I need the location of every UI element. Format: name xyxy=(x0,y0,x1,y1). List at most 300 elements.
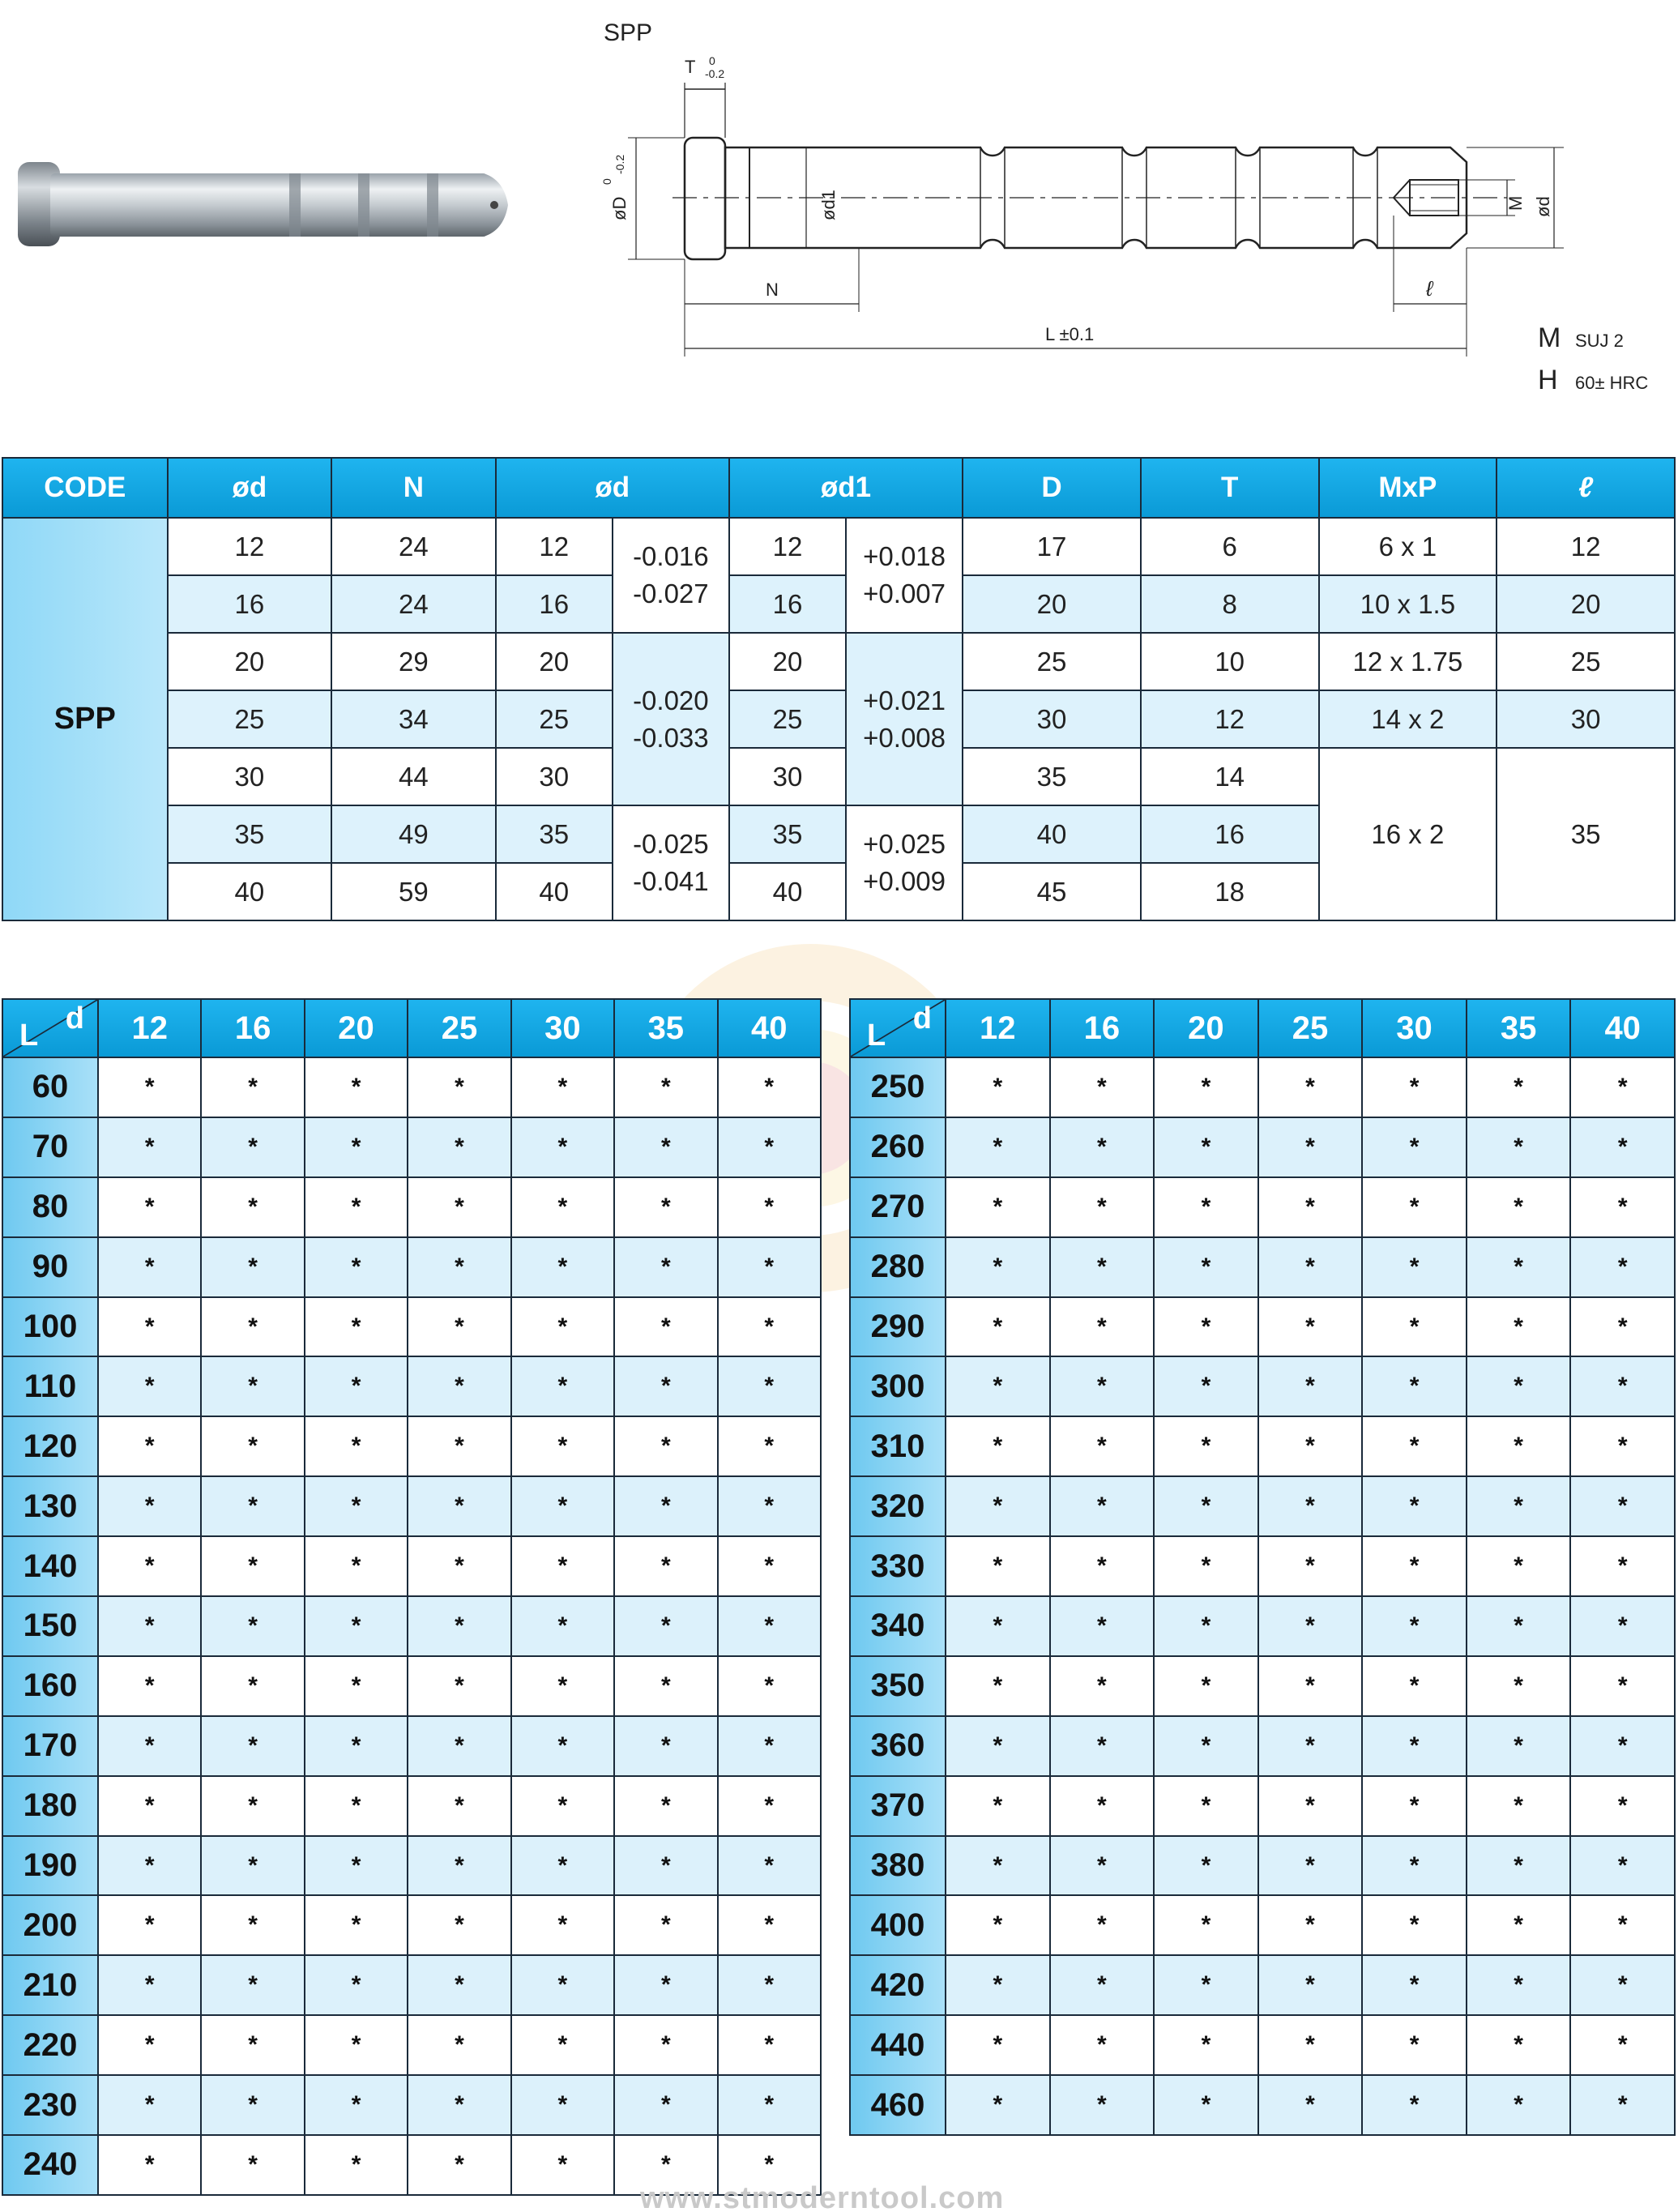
availability-mark: * xyxy=(305,1955,408,2015)
availability-mark: * xyxy=(718,1596,821,1656)
availability-mark: * xyxy=(511,1416,614,1476)
availability-mark: * xyxy=(614,1536,717,1596)
availability-mark: * xyxy=(718,1776,821,1836)
availability-mark: * xyxy=(408,2015,510,2075)
spec-row xyxy=(2,575,1675,633)
header-d-tol: ød xyxy=(496,458,729,518)
availability-mark: * xyxy=(98,1177,201,1237)
availability-mark: * xyxy=(718,1177,821,1237)
availability-mark: * xyxy=(408,1536,510,1596)
availability-mark: * xyxy=(408,1237,510,1297)
availability-mark: * xyxy=(946,2075,1050,2135)
availability-mark: * xyxy=(1258,1776,1363,1836)
availability-mark: * xyxy=(305,1596,408,1656)
length-value: 110 xyxy=(2,1356,98,1416)
length-value: 120 xyxy=(2,1416,98,1476)
availability-mark: * xyxy=(511,1476,614,1536)
length-value: 100 xyxy=(2,1297,98,1357)
d1-tolerance xyxy=(846,518,963,633)
header-d-value: 20 xyxy=(305,999,408,1057)
tol-lower: -0.033 xyxy=(633,722,709,753)
availability-mark: * xyxy=(1467,1656,1571,1716)
availability-mark: * xyxy=(408,2075,510,2135)
availability-mark: * xyxy=(305,1177,408,1237)
cell-T: 8 xyxy=(1141,575,1319,633)
header-d-value: 12 xyxy=(98,999,201,1057)
availability-mark: * xyxy=(1154,2075,1258,2135)
header-d-value: 16 xyxy=(1050,999,1155,1057)
cell-D: 40 xyxy=(963,805,1141,863)
availability-mark: * xyxy=(1050,1416,1155,1476)
length-value: 130 xyxy=(2,1476,98,1536)
cell-d: 16 xyxy=(168,575,332,633)
availability-mark: * xyxy=(511,1297,614,1357)
cell-D: 17 xyxy=(963,518,1141,575)
availability-mark: * xyxy=(1050,1776,1155,1836)
length-value: 250 xyxy=(850,1057,946,1117)
availability-mark: * xyxy=(1154,1836,1258,1896)
availability-mark: * xyxy=(305,1237,408,1297)
availability-mark: * xyxy=(614,1716,717,1776)
availability-mark: * xyxy=(1570,1297,1675,1357)
length-row xyxy=(2,1057,821,1117)
dim-t-tol-lower: -0.2 xyxy=(705,67,725,80)
technical-drawing xyxy=(559,8,1677,397)
header-L: L xyxy=(867,1018,886,1053)
header-d-value: 40 xyxy=(1570,999,1675,1057)
availability-mark: * xyxy=(1154,1237,1258,1297)
availability-mark: * xyxy=(305,2135,408,2195)
tol-upper: -0.025 xyxy=(633,829,709,859)
availability-mark: * xyxy=(1362,1955,1467,2015)
availability-mark: * xyxy=(946,1177,1050,1237)
availability-mark: * xyxy=(614,1895,717,1955)
availability-mark: * xyxy=(946,1955,1050,2015)
availability-mark: * xyxy=(1362,2015,1467,2075)
cell-d2: 30 xyxy=(496,748,613,805)
availability-mark: * xyxy=(1050,1716,1155,1776)
hardness-row xyxy=(1538,365,1648,407)
length-value: 280 xyxy=(850,1237,946,1297)
availability-mark: * xyxy=(614,1656,717,1716)
availability-mark: * xyxy=(1362,1057,1467,1117)
availability-mark: * xyxy=(1258,1117,1363,1177)
availability-mark: * xyxy=(1154,1117,1258,1177)
length-header-row xyxy=(850,999,1675,1057)
availability-mark: * xyxy=(1467,1716,1571,1776)
availability-mark: * xyxy=(1570,1895,1675,1955)
cell-d: 30 xyxy=(168,748,332,805)
cell-d2: 12 xyxy=(496,518,613,575)
availability-mark: * xyxy=(305,1895,408,1955)
cell-n: 49 xyxy=(331,805,496,863)
availability-mark: * xyxy=(408,1656,510,1716)
length-value: 270 xyxy=(850,1177,946,1237)
length-header-row xyxy=(2,999,821,1057)
availability-mark: * xyxy=(1258,1955,1363,2015)
cell-mxp: 14 x 2 xyxy=(1319,690,1497,748)
length-row xyxy=(2,1955,821,2015)
header-d-value: 30 xyxy=(511,999,614,1057)
availability-mark: * xyxy=(408,1476,510,1536)
cell-T: 6 xyxy=(1141,518,1319,575)
availability-mark: * xyxy=(511,1716,614,1776)
availability-mark: * xyxy=(511,2135,614,2195)
length-row xyxy=(850,1237,1675,1297)
length-value: 230 xyxy=(2,2075,98,2135)
length-row xyxy=(2,1596,821,1656)
availability-mark: * xyxy=(305,1117,408,1177)
availability-mark: * xyxy=(1467,1297,1571,1357)
availability-mark: * xyxy=(1362,1836,1467,1896)
availability-mark: * xyxy=(1050,1356,1155,1416)
availability-mark: * xyxy=(1050,1836,1155,1896)
length-row xyxy=(2,1177,821,1237)
availability-mark: * xyxy=(98,1237,201,1297)
cell-n: 34 xyxy=(331,690,496,748)
length-row xyxy=(2,1297,821,1357)
availability-mark: * xyxy=(408,1596,510,1656)
availability-mark: * xyxy=(511,1955,614,2015)
tol-upper: -0.016 xyxy=(633,541,709,571)
availability-mark: * xyxy=(1050,2075,1155,2135)
availability-mark: * xyxy=(201,1895,304,1955)
availability-mark: * xyxy=(1154,1596,1258,1656)
availability-mark: * xyxy=(614,1776,717,1836)
length-row xyxy=(850,1656,1675,1716)
availability-mark: * xyxy=(718,1476,821,1536)
length-value: 300 xyxy=(850,1356,946,1416)
length-value: 160 xyxy=(2,1656,98,1716)
availability-mark: * xyxy=(1050,1656,1155,1716)
length-row xyxy=(2,1776,821,1836)
availability-mark: * xyxy=(718,2075,821,2135)
header-d-value: 30 xyxy=(1362,999,1467,1057)
availability-mark: * xyxy=(1362,2075,1467,2135)
availability-mark: * xyxy=(1362,1356,1467,1416)
length-value: 380 xyxy=(850,1836,946,1896)
availability-mark: * xyxy=(408,1356,510,1416)
availability-mark: * xyxy=(201,1177,304,1237)
availability-mark: * xyxy=(614,1476,717,1536)
length-value: 240 xyxy=(2,2135,98,2195)
cell-d1: 25 xyxy=(729,690,846,748)
header-code: CODE xyxy=(2,458,168,518)
d1-tolerance xyxy=(846,633,963,805)
availability-mark: * xyxy=(718,1237,821,1297)
length-row xyxy=(2,1356,821,1416)
availability-mark: * xyxy=(1570,1596,1675,1656)
availability-mark: * xyxy=(408,1955,510,2015)
availability-mark: * xyxy=(1154,1476,1258,1536)
length-value: 70 xyxy=(2,1117,98,1177)
length-row xyxy=(2,1117,821,1177)
cell-T: 12 xyxy=(1141,690,1319,748)
availability-mark: * xyxy=(718,1297,821,1357)
cell-T: 10 xyxy=(1141,633,1319,690)
hardness-value: 60± HRC xyxy=(1575,373,1649,393)
availability-mark: * xyxy=(511,1536,614,1596)
availability-mark: * xyxy=(511,1776,614,1836)
availability-mark: * xyxy=(1362,1656,1467,1716)
availability-mark: * xyxy=(1258,1297,1363,1357)
availability-mark: * xyxy=(98,2015,201,2075)
length-row xyxy=(850,2075,1675,2135)
availability-mark: * xyxy=(1154,1057,1258,1117)
corner-header xyxy=(850,999,946,1057)
cell-D: 45 xyxy=(963,863,1141,920)
availability-mark: * xyxy=(1467,1177,1571,1237)
header-d-value: 25 xyxy=(1258,999,1363,1057)
spec-table xyxy=(2,457,1676,921)
length-row xyxy=(850,1776,1675,1836)
length-row xyxy=(2,2135,821,2195)
cell-d1: 16 xyxy=(729,575,846,633)
availability-mark: * xyxy=(408,1416,510,1476)
cell-d: 20 xyxy=(168,633,332,690)
cell-d1: 40 xyxy=(729,863,846,920)
dim-D-tol-upper: 0 xyxy=(600,178,613,185)
watermark-url: www.stmoderntool.com xyxy=(640,2181,1005,2212)
availability-mark: * xyxy=(1570,1057,1675,1117)
dim-l-label: ℓ xyxy=(1426,276,1433,301)
availability-mark: * xyxy=(1154,1716,1258,1776)
availability-mark: * xyxy=(305,1297,408,1357)
header-d-value: 35 xyxy=(614,999,717,1057)
length-row xyxy=(850,1536,1675,1596)
spec-header-row xyxy=(2,458,1675,518)
dim-d1-label: ød1 xyxy=(818,190,839,220)
header-d-value: 25 xyxy=(408,999,510,1057)
availability-mark: * xyxy=(1258,1476,1363,1536)
availability-mark: * xyxy=(1467,1117,1571,1177)
availability-mark: * xyxy=(305,1356,408,1416)
spec-row xyxy=(2,690,1675,748)
length-row xyxy=(850,1117,1675,1177)
length-value: 60 xyxy=(2,1057,98,1117)
availability-mark: * xyxy=(1050,1177,1155,1237)
availability-mark: * xyxy=(718,1356,821,1416)
spec-row xyxy=(2,633,1675,690)
availability-mark: * xyxy=(98,1356,201,1416)
availability-mark: * xyxy=(408,1177,510,1237)
availability-mark: * xyxy=(1467,2015,1571,2075)
header-d1: ød1 xyxy=(729,458,963,518)
availability-mark: * xyxy=(1362,1536,1467,1596)
availability-mark: * xyxy=(408,2135,510,2195)
availability-mark: * xyxy=(511,1356,614,1416)
cell-mxp: 6 x 1 xyxy=(1319,518,1497,575)
cell-n: 29 xyxy=(331,633,496,690)
availability-mark: * xyxy=(1570,2075,1675,2135)
availability-mark: * xyxy=(1362,1177,1467,1237)
availability-mark: * xyxy=(1570,1776,1675,1836)
availability-mark: * xyxy=(305,1836,408,1896)
availability-mark: * xyxy=(1154,1356,1258,1416)
availability-mark: * xyxy=(1467,1895,1571,1955)
availability-mark: * xyxy=(718,2135,821,2195)
code-cell: SPP xyxy=(2,518,168,920)
cell-mxp: 12 x 1.75 xyxy=(1319,633,1497,690)
dim-D-tol-lower: -0.2 xyxy=(613,154,626,174)
availability-mark: * xyxy=(1570,1416,1675,1476)
length-value: 90 xyxy=(2,1237,98,1297)
availability-mark: * xyxy=(1050,1596,1155,1656)
cell-d: 12 xyxy=(168,518,332,575)
availability-mark: * xyxy=(946,1656,1050,1716)
header-n: N xyxy=(331,458,496,518)
material-spec xyxy=(1538,322,1648,407)
availability-mark: * xyxy=(98,1117,201,1177)
availability-mark: * xyxy=(201,1117,304,1177)
d-tolerance xyxy=(613,805,729,920)
tol-lower: -0.041 xyxy=(633,866,709,896)
availability-mark: * xyxy=(1154,1895,1258,1955)
header-d-value: 16 xyxy=(201,999,304,1057)
header-d-value: 20 xyxy=(1154,999,1258,1057)
tol-upper: +0.025 xyxy=(863,829,946,859)
availability-mark: * xyxy=(305,1716,408,1776)
drawing-title: SPP xyxy=(604,19,653,46)
availability-mark: * xyxy=(98,1297,201,1357)
availability-mark: * xyxy=(1050,1237,1155,1297)
availability-mark: * xyxy=(1258,1895,1363,1955)
length-row xyxy=(2,1895,821,1955)
length-value: 340 xyxy=(850,1596,946,1656)
availability-mark: * xyxy=(1362,1237,1467,1297)
availability-mark: * xyxy=(98,1656,201,1716)
cell-d2: 35 xyxy=(496,805,613,863)
length-value: 290 xyxy=(850,1297,946,1357)
availability-mark: * xyxy=(614,2135,717,2195)
availability-mark: * xyxy=(1050,1297,1155,1357)
cell-l: 35 xyxy=(1497,748,1675,920)
availability-mark: * xyxy=(1258,1177,1363,1237)
cell-l: 20 xyxy=(1497,575,1675,633)
availability-mark: * xyxy=(946,1297,1050,1357)
availability-mark: * xyxy=(946,1117,1050,1177)
cell-d2: 20 xyxy=(496,633,613,690)
length-value: 180 xyxy=(2,1776,98,1836)
length-value: 140 xyxy=(2,1536,98,1596)
availability-mark: * xyxy=(1570,1836,1675,1896)
availability-mark: * xyxy=(946,1356,1050,1416)
availability-mark: * xyxy=(946,1416,1050,1476)
availability-mark: * xyxy=(305,1476,408,1536)
availability-mark: * xyxy=(408,1716,510,1776)
availability-mark: * xyxy=(946,1895,1050,1955)
availability-mark: * xyxy=(98,2135,201,2195)
availability-mark: * xyxy=(1570,1177,1675,1237)
availability-mark: * xyxy=(1154,1776,1258,1836)
availability-mark: * xyxy=(201,1237,304,1297)
length-row xyxy=(2,1416,821,1476)
availability-mark: * xyxy=(614,1297,717,1357)
d-tolerance xyxy=(613,633,729,805)
availability-mark: * xyxy=(1570,1237,1675,1297)
availability-mark: * xyxy=(511,1656,614,1716)
availability-mark: * xyxy=(201,1536,304,1596)
material-value: SUJ 2 xyxy=(1575,331,1624,351)
dim-D-label: øD xyxy=(609,196,630,220)
tol-upper: +0.021 xyxy=(863,685,946,715)
length-value: 370 xyxy=(850,1776,946,1836)
cell-d1: 30 xyxy=(729,748,846,805)
cell-T: 18 xyxy=(1141,863,1319,920)
cell-n: 24 xyxy=(331,518,496,575)
availability-mark: * xyxy=(305,2075,408,2135)
availability-mark: * xyxy=(98,1057,201,1117)
length-value: 210 xyxy=(2,1955,98,2015)
availability-mark: * xyxy=(614,2075,717,2135)
cell-mxp: 10 x 1.5 xyxy=(1319,575,1497,633)
header-T: T xyxy=(1141,458,1319,518)
dim-L-label: L ±0.1 xyxy=(1045,324,1095,344)
availability-mark: * xyxy=(511,1596,614,1656)
length-value: 220 xyxy=(2,2015,98,2075)
header-L: L xyxy=(19,1018,39,1053)
availability-mark: * xyxy=(201,1836,304,1896)
cell-l: 12 xyxy=(1497,518,1675,575)
availability-mark: * xyxy=(1467,1476,1571,1536)
availability-mark: * xyxy=(1258,1237,1363,1297)
availability-mark: * xyxy=(1154,1416,1258,1476)
availability-mark: * xyxy=(1467,2075,1571,2135)
availability-mark: * xyxy=(305,1057,408,1117)
availability-mark: * xyxy=(408,1776,510,1836)
availability-mark: * xyxy=(1258,2075,1363,2135)
availability-mark: * xyxy=(614,1237,717,1297)
availability-mark: * xyxy=(718,1057,821,1117)
length-row xyxy=(850,1716,1675,1776)
availability-mark: * xyxy=(1154,1536,1258,1596)
length-row xyxy=(2,2075,821,2135)
length-value: 320 xyxy=(850,1476,946,1536)
d-tolerance xyxy=(613,518,729,633)
availability-mark: * xyxy=(1362,1895,1467,1955)
availability-mark: * xyxy=(511,1117,614,1177)
availability-mark: * xyxy=(1050,1117,1155,1177)
length-row xyxy=(850,1895,1675,1955)
length-row xyxy=(2,1656,821,1716)
availability-mark: * xyxy=(201,2015,304,2075)
length-row xyxy=(850,1955,1675,2015)
availability-mark: * xyxy=(614,1057,717,1117)
header-d-value: 35 xyxy=(1467,999,1571,1057)
hardness-letter: H xyxy=(1538,365,1558,395)
availability-mark: * xyxy=(1570,1656,1675,1716)
length-value: 310 xyxy=(850,1416,946,1476)
availability-mark: * xyxy=(1050,1057,1155,1117)
availability-mark: * xyxy=(1362,1476,1467,1536)
availability-mark: * xyxy=(201,1955,304,2015)
availability-mark: * xyxy=(946,1836,1050,1896)
length-value: 330 xyxy=(850,1536,946,1596)
tol-lower: +0.009 xyxy=(863,866,946,896)
availability-mark: * xyxy=(946,1476,1050,1536)
availability-mark: * xyxy=(614,1117,717,1177)
dim-d-label: ød xyxy=(1533,196,1553,217)
availability-mark: * xyxy=(201,2075,304,2135)
cell-l: 25 xyxy=(1497,633,1675,690)
availability-mark: * xyxy=(1258,1596,1363,1656)
availability-mark: * xyxy=(1154,2015,1258,2075)
availability-mark: * xyxy=(1467,1237,1571,1297)
availability-mark: * xyxy=(1570,1536,1675,1596)
availability-mark: * xyxy=(201,1656,304,1716)
availability-mark: * xyxy=(201,1057,304,1117)
availability-mark: * xyxy=(98,1955,201,2015)
